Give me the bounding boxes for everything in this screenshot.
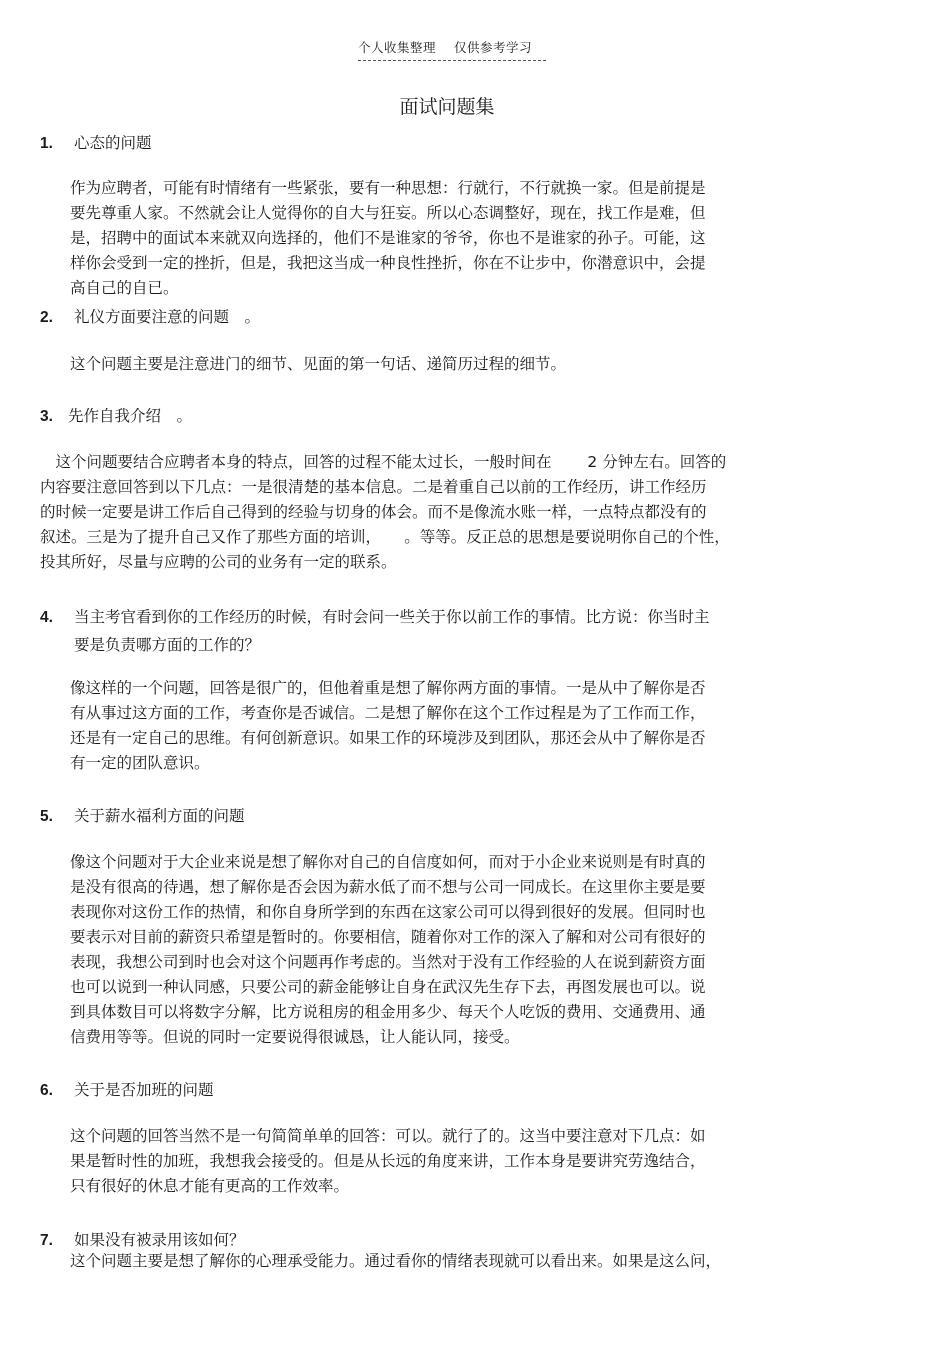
section-title: 当主考官看到你的工作经历的时候，有时会问一些关于你以前工作的事情。比方说：你当时主: [74, 608, 710, 626]
section-title-continued: 要是负责哪方面的工作的？: [74, 636, 261, 654]
section-title: 关于薪水福利方面的问题: [74, 807, 245, 825]
section-title: 心态的问题: [74, 134, 152, 152]
section-title: 先作自我介绍 。: [68, 407, 193, 425]
section-heading-5: 5. 关于薪水福利方面的问题: [40, 807, 245, 825]
page-title: 面试问题集: [399, 96, 495, 118]
section-title: 如果没有被录用该如何？: [74, 1231, 245, 1249]
section-heading-6: 6. 关于是否加班的问题: [40, 1081, 214, 1099]
section-body-4: 像这样的一个问题，回答是很广的，但他着重是想了解你两方面的事情。一是从中了解你是否 有从事过这方面的工作，考查你是否诚信。二是想了解你在这个工作过程是为了工作而工作， 还是有一定自己的思维。有何创新意识。如果工作的环境涉及到团队，那还会从中了解你是否 有一定的团队意识。: [70, 679, 706, 772]
section-body-1: 作为应聘者，可能有时情绪有一些紧张，要有一种思想：行就行，不行就换一家。但是前提是 要先尊重人家。不然就会让人觉得你的自大与狂妄。所以心态调整好，现在，找工作是难，但 是，招聘中的面试本来就双向选择的，他们不是谁家的爷爷，你也不是谁家的孙子。可能，这 样你会受到一定的挫折，但是，我把这当成一种良性挫折，你在不让步中，你潜意识中，会提 高自己的自已。: [70, 179, 706, 297]
section-heading-7: 7. 如果没有被录用该如何？: [40, 1231, 245, 1249]
section-heading-1: 1. 心态的问题: [40, 134, 152, 152]
section-heading-3: 3. 先作自我介绍 。: [40, 407, 193, 425]
page-header: [358, 38, 546, 61]
section-body-7: 这个问题主要是想了解你的心理承受能力。通过看你的情绪表现就可以看出来。如果是这么问，: [70, 1252, 722, 1270]
section-body-2: 这个问题主要是注意进门的细节、见面的第一句话、递简历过程的细节。: [70, 355, 567, 373]
section-heading-4: 4. 当主考官看到你的工作经历的时候，有时会问一些关于你以前工作的事情。比方说：你当时主 要是负责哪方面的工作的？: [40, 608, 710, 654]
header-left-text: 个人收集整理: [358, 40, 437, 55]
section-title: 礼仪方面要注意的问题 。: [74, 308, 261, 326]
header-right-text: 仅供参考学习: [454, 40, 533, 55]
section-body-6: 这个问题的回答当然不是一句简简单单的回答：可以。就行了的。这当中要注意对下几点：如 果是暂时性的加班，我想我会接受的。但是从长远的角度来讲，工作本身是要讲究劳逸结合， 只有很好的休息才能有更高的工作效率。: [70, 1127, 706, 1195]
section-body-3: 这个问题要结合应聘者本身的特点，回答的过程不能太过长，一般时间在 2 分钟左右。回答的 内容要注意回答到以下几点：一是很清楚的基本信息。二是着重自己以前的工作经历，讲工作经历 的时候一定要是讲工作后自己得到的经验与切身的体会。而不是像流水账一样，一点特点都没有的 叙述。三是为了提升自己又作了那些方面的培训， 。等等。反正总的思想是要说明你自己的个性， 投其所好，尽量与应聘的公司的业务有一定的联系。: [40, 453, 730, 571]
section-heading-2: 2. 礼仪方面要注意的问题 。: [40, 308, 261, 326]
section-body-5: 像这个问题对于大企业来说是想了解你对自己的自信度如何，而对于小企业来说则是有时真的 是没有很高的待遇，想了解你是否会因为薪水低了而不想与公司一同成长。在这里你主要是要 表现你对这份工作的热情，和你自身所学到的东西在这家公司可以得到很好的发展。但同时也 要表示对目前的薪资只希望是暂时的。你要相信，随着你对工作的深入了解和对公司有很好的 表现，我想公司到时也会对这个问题再作考虑的。当然对于没有工作经验的人在说到薪资方面 也可以说到一种认同感，只要公司的薪金能够让自身在武汉先生存下去，再图发展也可以。说 到具体数目可以将数字分解，比方说租房的租金用多少、每天个人吃饭的费用、交通费用、通 信费用等等。但说的同时一定要说得很诚恳，让人能认同，接受。: [70, 853, 706, 1046]
section-title: 关于是否加班的问题: [74, 1081, 214, 1099]
